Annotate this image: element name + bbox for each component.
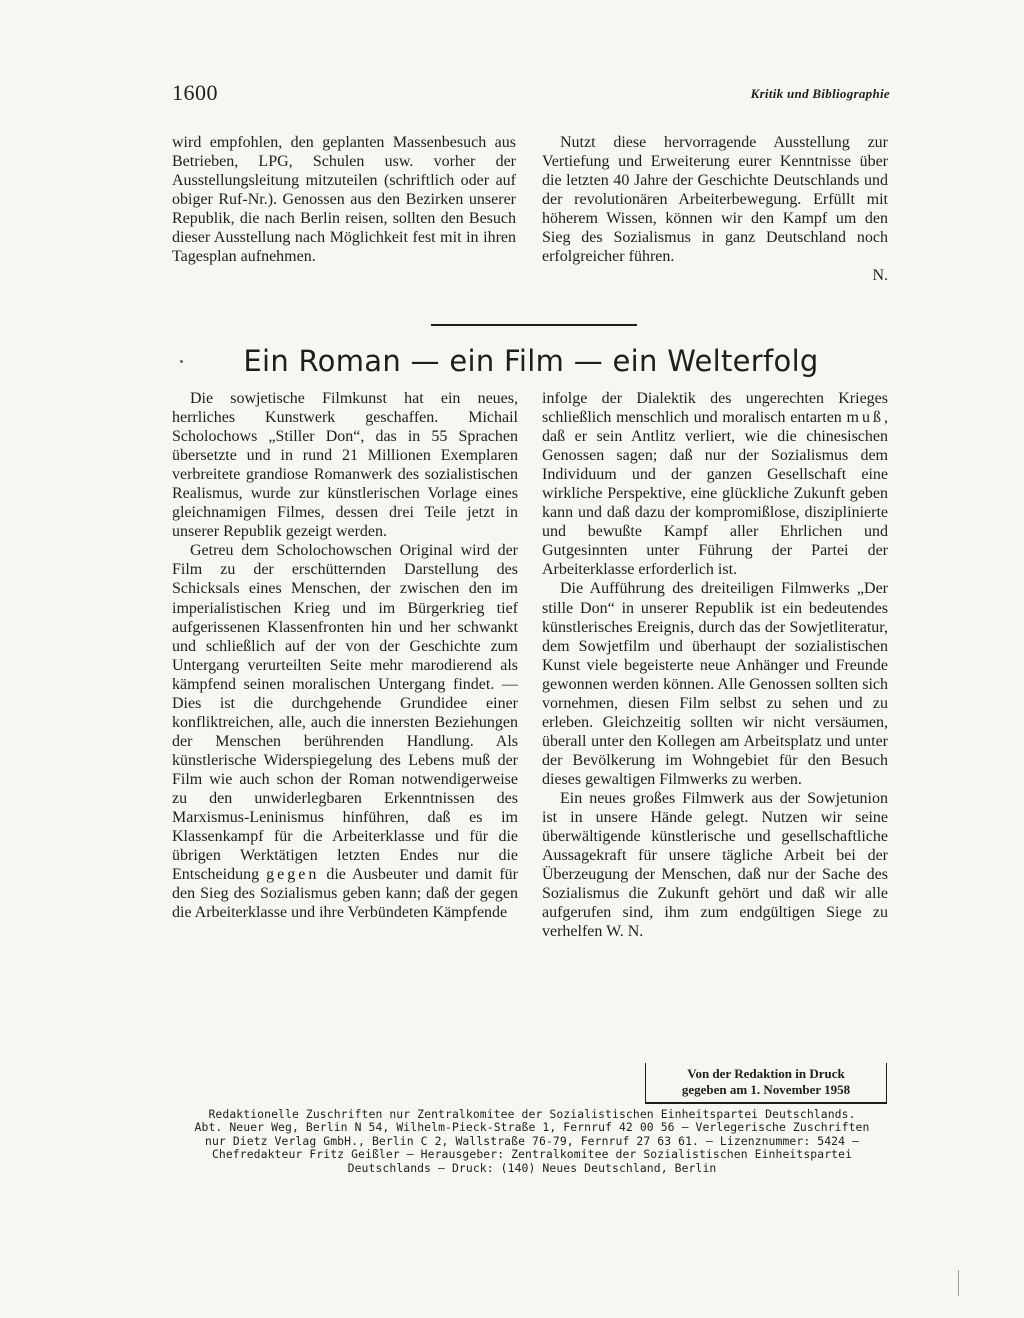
emphasized-word: muß bbox=[846, 409, 884, 427]
article-paragraph bbox=[542, 389, 888, 579]
article-paragraph: Ein neues großes Filmwerk aus der Sowjetunion ist in unsere Hände gelegt. Nutzen wir seine überwältigende künstlerische und gesellschaftliche Aussagekraft für unsere tägliche Arbeit bei der Überzeugung der Menschen, daß nur der Sache des Sozialismus die Zukunft gehört und daß wir alle aufgerufen sind, ihm zum endgültigen Siege zu verhelfen W. N. bbox=[542, 789, 888, 941]
editorial-note-box bbox=[645, 1063, 887, 1104]
article-paragraph bbox=[172, 541, 518, 922]
previous-article-left-column bbox=[172, 133, 516, 266]
previous-article-paragraph: Nutzt diese hervorragende Ausstellung zur Vertiefung und Erweiterung eurer Kenntnisse über die letzten 40 Jahre der Geschichte Deutschlands und der revolutionären Arbeiterbewegung. Erfüllt mit höherem Wissen, können wir den Kampf um den Sieg des Sozialismus in ganz Deutschland noch erfolgreicher führen. bbox=[542, 134, 888, 266]
article-paragraph: Die sowjetische Filmkunst hat ein neues, herrliches Kunstwerk geschaffen. Michail Scholochows „Stiller Don“, das in 55 Sprachen übersetzte und in rund 21 Millionen Exemplaren verbreitete grandiose Romanwerk des sozialistischen Realismus, wurde zur künstlerischen Vorlage eines gleichnamigen Filmes, dessen drei Teile jetzt in unserer Republik gezeigt werden. bbox=[172, 390, 518, 541]
previous-article-signoff: N. bbox=[872, 267, 888, 285]
editorial-note-line: Von der Redaktion in Druck bbox=[687, 1066, 845, 1081]
editorial-note-line: gegeben am 1. November 1958 bbox=[681, 1082, 851, 1097]
article-text: , daß er sein Antlitz verliert, wie die chinesischen Genossen sagen; daß nur der Sozialismus dem Individuum und der ganzen Gesellschaft eine wirkliche Perspektive, eine glückliche Zukunft geben kann und daß dazu der kompromißlose, disziplinierte und bewußte Kampf aller Ehrlichen und Gutgesinnten unter Führung der Partei der Arbeiterklasse erforderlich ist. bbox=[542, 409, 888, 579]
imprint-line: Abt. Neuer Weg, Berlin N 54, Wilhelm-Pieck-Straße 1, Fernruf 42 00 56 — Verlegerische Zuschriften bbox=[194, 1120, 870, 1135]
article-text: die Ausbeuter und damit für den Sieg des Sozialismus geben kann; daß der gegen die Arbeiterklasse und ihre Verbündeten Kämpfende bbox=[172, 866, 518, 922]
imprint-line: Chefredakteur Fritz Geißler — Herausgeber: Zentralkomitee der Sozialistischen Einheitspartei bbox=[211, 1147, 853, 1162]
article-paragraph: Die Aufführung des dreiteiligen Filmwerks „Der stille Don“ in unserer Republik ist ein bedeutendes künstlerisches Ereignis, durch das der Sowjetliteratur, dem Sowjetfilm und überhaupt der sozialistischen Kunst viele begeisterte neue Anhänger und Freunde gewonnen werden können. Alle Genossen sollten sich vornehmen, diesen Film selbst zu sehen und zu erleben. Gleichzeitig sollten wir nicht versäumen, überall unter den Kollegen am Arbeitsplatz und unter der Bevölkerung im Wohngebiet für den Besuch dieses gewaltigen Filmwerks zu werben. bbox=[542, 580, 888, 788]
page-number: 1600 bbox=[172, 80, 218, 105]
article-text: infolge der Dialektik des ungerechten Krieges schließlich menschlich und moralisch entarten bbox=[542, 390, 888, 427]
imprint-line: Deutschlands — Druck: (140) Neues Deutschland, Berlin bbox=[347, 1160, 717, 1175]
imprint-line: nur Dietz Verlag GmbH., Berlin C 2, Wallstraße 76-79, Fernruf 27 63 61. — Lizenznummer: 5424 — bbox=[204, 1133, 860, 1148]
emphasized-word: gegen bbox=[266, 866, 320, 884]
margin-speck bbox=[180, 360, 183, 363]
running-head: Kritik und Bibliographie bbox=[750, 86, 890, 101]
section-divider bbox=[431, 324, 637, 326]
page-header bbox=[172, 80, 890, 108]
article-title: Ein Roman — ein Film — ein Welterfolg bbox=[243, 344, 819, 378]
article-left-column bbox=[172, 389, 518, 922]
previous-article-paragraph: wird empfohlen, den geplanten Massenbesuch aus Betrieben, LPG, Schulen usw. vorher der Ausstellungsleitung mitzuteilen (schriftlich oder auf obiger Ruf-Nr.). Genossen aus den Bezirken unserer Republik, die nach Berlin reisen, sollten den Besuch dieser Ausstellung nach Möglichkeit fest mit in ihren Tagesplan aufnehmen. bbox=[172, 134, 516, 266]
imprint bbox=[172, 1108, 892, 1175]
imprint-line: Redaktionelle Zuschriften nur Zentralkomitee der Sozialistischen Einheitspartei Deutschlands. bbox=[208, 1107, 856, 1121]
previous-article-right-column bbox=[542, 133, 888, 285]
article-text: Getreu dem Scholochowschen Original wird der Film zu der erschütternden Darstellung des Schicksals eines Menschen, der zwischen den im imperialistischen Krieg und im Bürgerkrieg tief aufgerissenen Klassenfronten hin und her schwankt und schließlich auf der von der Geschichte zum Untergang verurteilten Seite mehr marodierend als kämpfend seinen moralischen Untergang findet. — Dies ist die durchgehende Grundidee einer konfliktreichen, alle, auch die innersten Beziehungen der Menschen berührenden Handlung. Als künstlerische Widerspiegelung des Lebens muß der Film wie auch schon der Roman notwendigerweise zu den unwiderlegbaren Erkenntnissen des Marxismus-Leninismus hinführen, daß es im Klassenkampf für die Arbeiterklasse und für die übrigen Werktätigen letzten Endes nur die Entscheidung bbox=[172, 542, 518, 884]
margin-scan-mark bbox=[958, 1270, 959, 1296]
article-right-column bbox=[542, 389, 888, 941]
